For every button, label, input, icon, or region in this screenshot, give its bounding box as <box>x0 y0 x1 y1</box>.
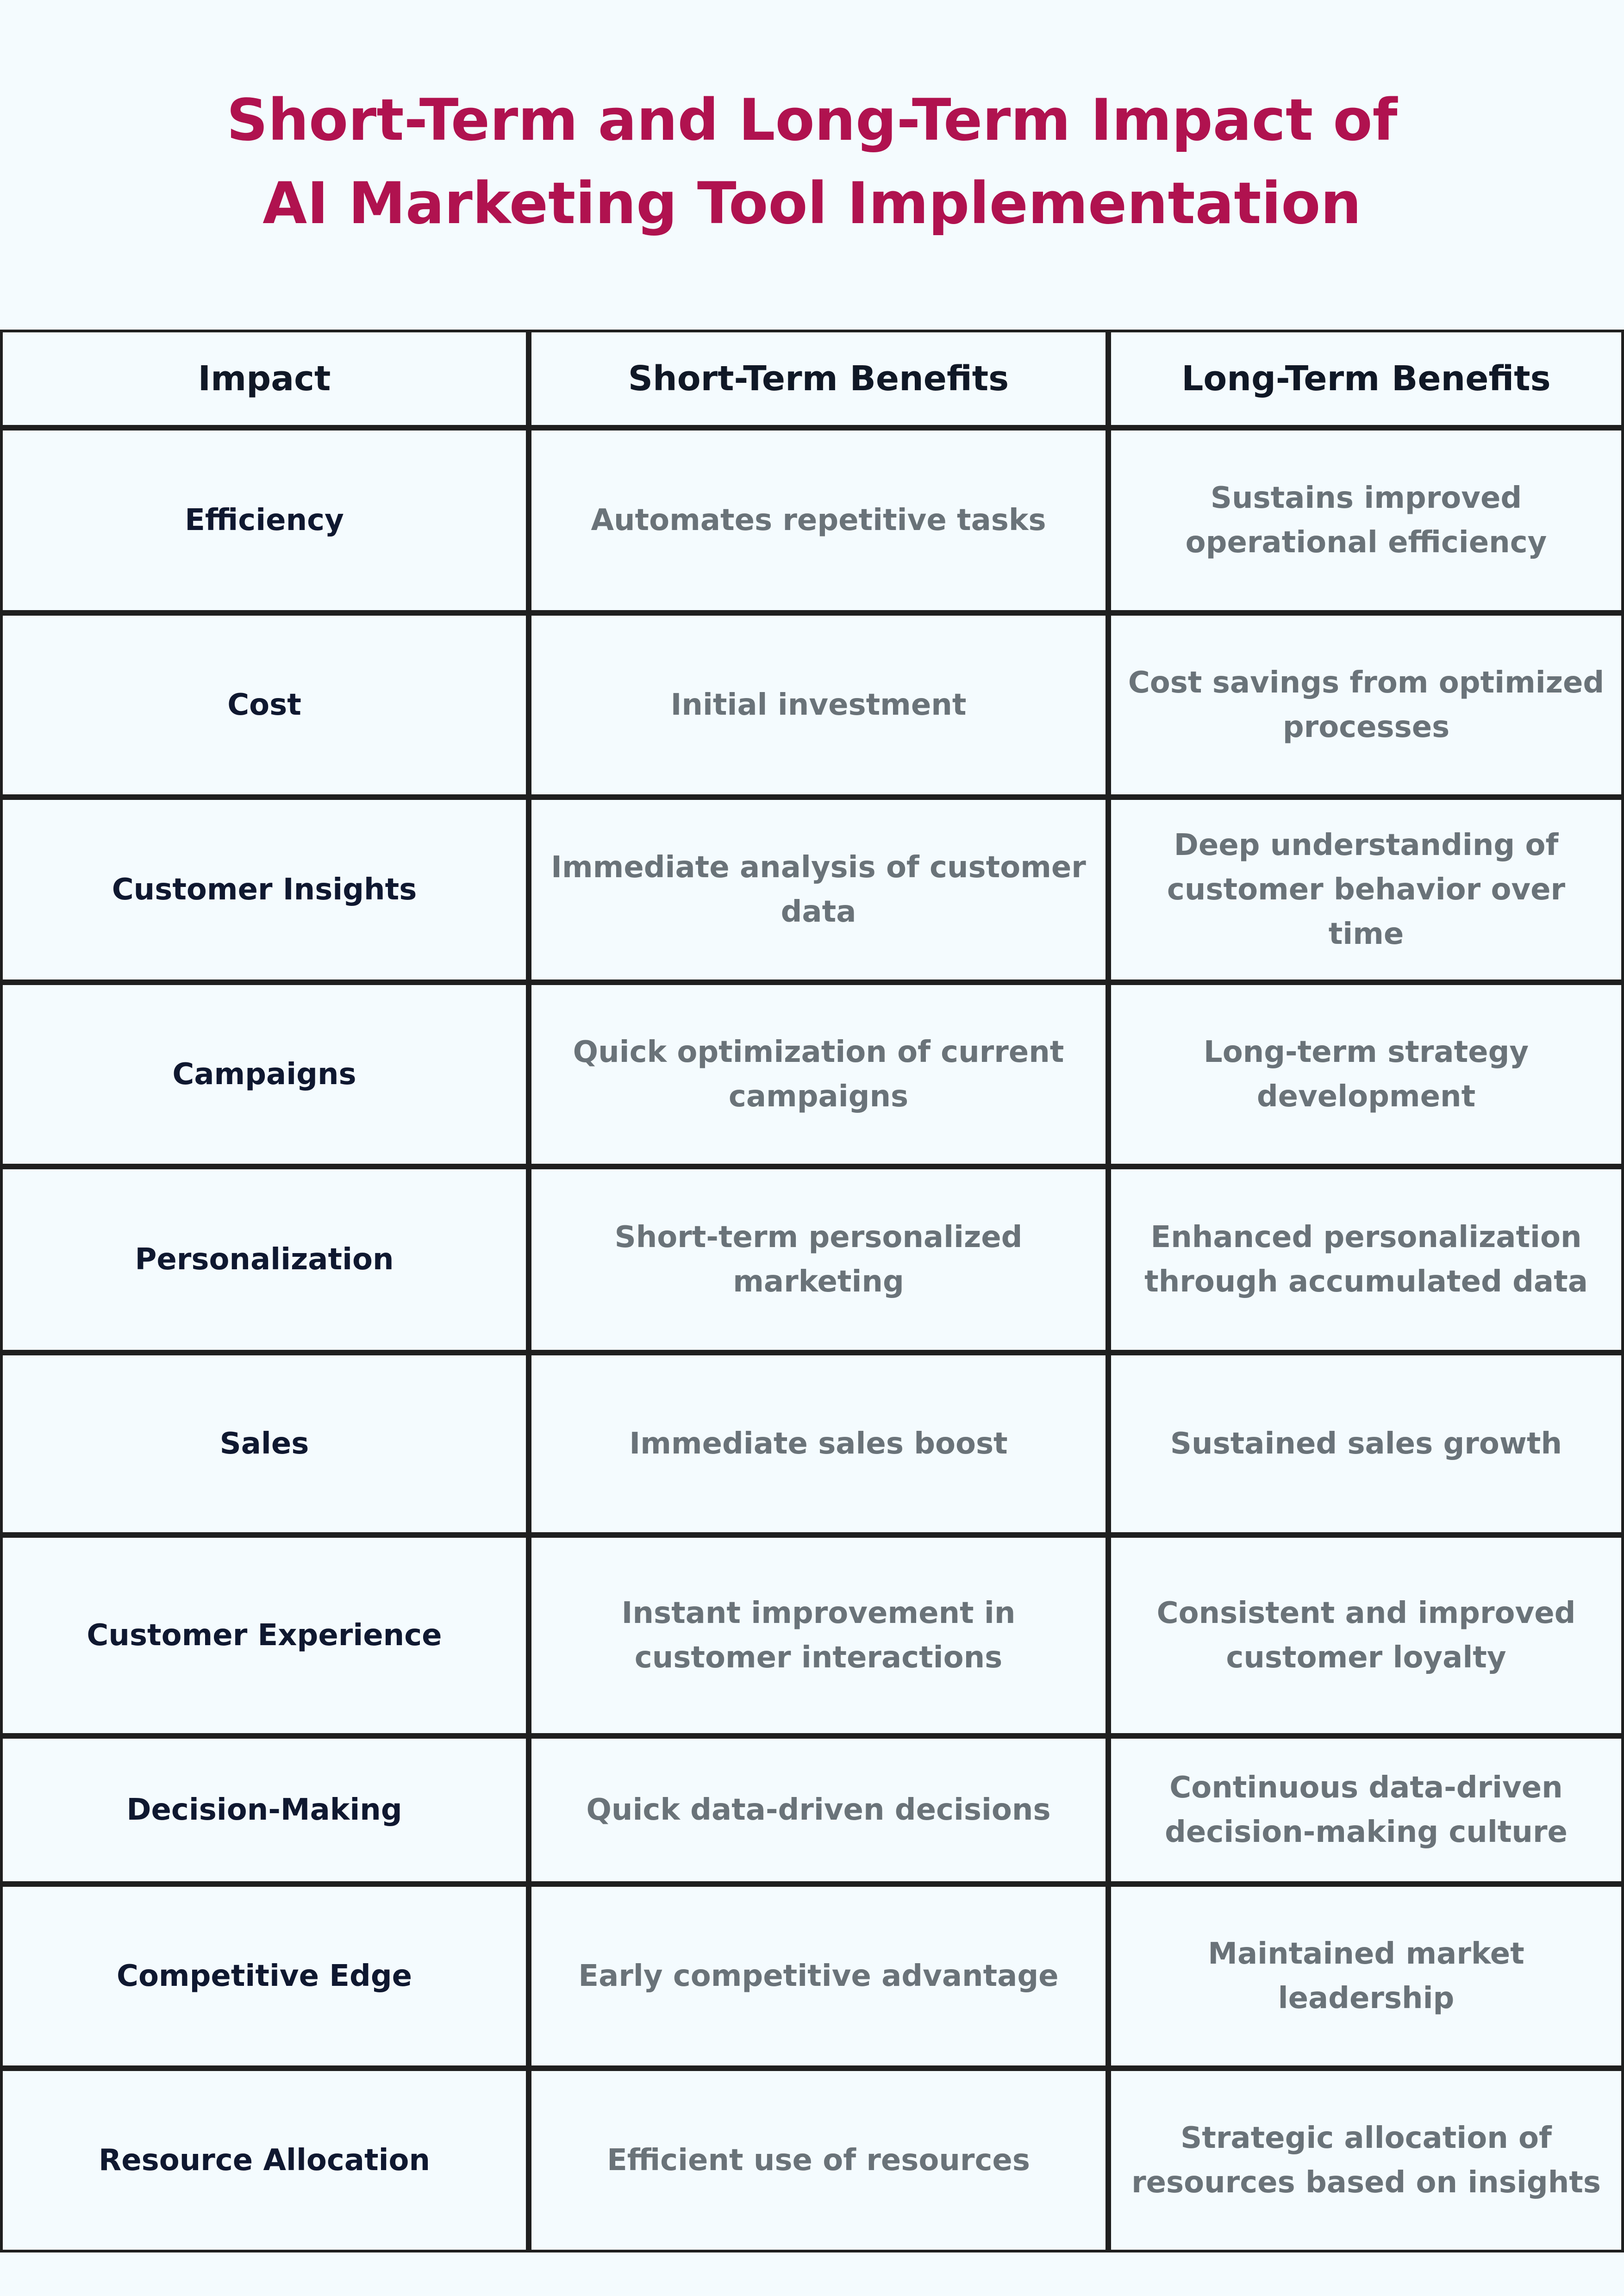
table-cell-impact <box>0 1884 529 2068</box>
header-long-term-text: Long-Term Benefits <box>1181 359 1551 399</box>
table-cell-long-term-text: Enhanced personalization through accumulated data <box>1144 1220 1588 1299</box>
table-cell-impact-text: Campaigns <box>172 1057 356 1092</box>
table-cell-impact-text: Resource Allocation <box>98 2143 431 2177</box>
header-impact <box>0 330 529 428</box>
table-cell-impact <box>0 1167 529 1353</box>
table-cell-long-term <box>1108 1884 1624 2068</box>
page-title <box>0 79 1624 245</box>
table-cell-short-term <box>529 1353 1108 1535</box>
table-cell-impact-text: Customer Insights <box>112 873 417 907</box>
table-cell-impact <box>0 2068 529 2252</box>
table-cell-impact-text: Sales <box>219 1427 309 1461</box>
table-cell-short-term <box>529 797 1108 982</box>
header-long-term <box>1108 330 1624 428</box>
table-cell-long-term-text: Consistent and improved customer loyalty <box>1156 1596 1576 1675</box>
table-cell-short-term-text: Early competitive advantage <box>578 1959 1059 1993</box>
table-cell-long-term <box>1108 1167 1624 1353</box>
table-cell-short-term <box>529 613 1108 797</box>
table-cell-short-term-text: Immediate sales boost <box>629 1427 1008 1461</box>
table-cell-short-term <box>529 1884 1108 2068</box>
table-cell-short-term <box>529 2068 1108 2252</box>
table-cell-long-term <box>1108 1736 1624 1884</box>
table-cell-long-term <box>1108 982 1624 1167</box>
table-cell-short-term-text: Quick data-driven decisions <box>586 1793 1051 1827</box>
table-cell-short-term <box>529 1535 1108 1736</box>
table-cell-long-term <box>1108 797 1624 982</box>
header-impact-text: Impact <box>198 359 331 399</box>
table-cell-short-term-text: Quick optimization of current campaigns <box>573 1035 1064 1114</box>
table-cell-short-term-text: Instant improvement in customer interactions <box>621 1596 1016 1675</box>
table-cell-short-term <box>529 1736 1108 1884</box>
table-cell-short-term-text: Efficient use of resources <box>607 2143 1030 2177</box>
table-cell-impact-text: Personalization <box>135 1242 394 1277</box>
title-line-2: AI Marketing Tool Implementation <box>262 170 1362 237</box>
table-cell-long-term <box>1108 428 1624 613</box>
table-cell-long-term-text: Maintained market leadership <box>1208 1937 1524 2015</box>
table-cell-long-term-text: Deep understanding of customer behavior over time <box>1167 828 1566 951</box>
title-line-1: Short-Term and Long-Term Impact of <box>226 87 1398 154</box>
table-cell-short-term <box>529 428 1108 613</box>
table-cell-long-term-text: Sustained sales growth <box>1170 1427 1562 1461</box>
table-cell-long-term-text: Strategic allocation of resources based on insights <box>1131 2121 1601 2200</box>
table-cell-impact-text: Customer Experience <box>87 1618 442 1653</box>
table-cell-impact <box>0 428 529 613</box>
table-cell-impact <box>0 613 529 797</box>
table-cell-short-term-text: Short-term personalized marketing <box>614 1220 1023 1299</box>
table-cell-short-term <box>529 982 1108 1167</box>
table-cell-impact-text: Efficiency <box>185 503 344 537</box>
impact-table <box>0 330 1624 2252</box>
table-cell-impact <box>0 1736 529 1884</box>
table-cell-impact <box>0 1535 529 1736</box>
table-cell-long-term <box>1108 613 1624 797</box>
table-cell-impact-text: Decision-Making <box>126 1793 402 1827</box>
table-cell-long-term <box>1108 1353 1624 1535</box>
table-cell-impact-text: Cost <box>227 688 301 722</box>
table-cell-short-term-text: Initial investment <box>670 688 967 722</box>
table-cell-short-term-text: Immediate analysis of customer data <box>551 850 1086 929</box>
table-cell-impact <box>0 982 529 1167</box>
table-cell-long-term-text: Cost savings from optimized processes <box>1128 666 1605 744</box>
header-short-term-text: Short-Term Benefits <box>628 359 1009 399</box>
table-cell-impact <box>0 1353 529 1535</box>
table-cell-long-term-text: Continuous data-driven decision-making culture <box>1165 1771 1568 1849</box>
table-cell-impact-text: Competitive Edge <box>116 1959 412 1993</box>
table-cell-long-term <box>1108 2068 1624 2252</box>
table-cell-long-term-text: Sustains improved operational efficiency <box>1185 481 1547 560</box>
table-cell-short-term-text: Automates repetitive tasks <box>591 503 1046 537</box>
table-cell-short-term <box>529 1167 1108 1353</box>
table-cell-impact <box>0 797 529 982</box>
table-cell-long-term <box>1108 1535 1624 1736</box>
table-cell-long-term-text: Long-term strategy development <box>1203 1035 1529 1114</box>
header-short-term <box>529 330 1108 428</box>
